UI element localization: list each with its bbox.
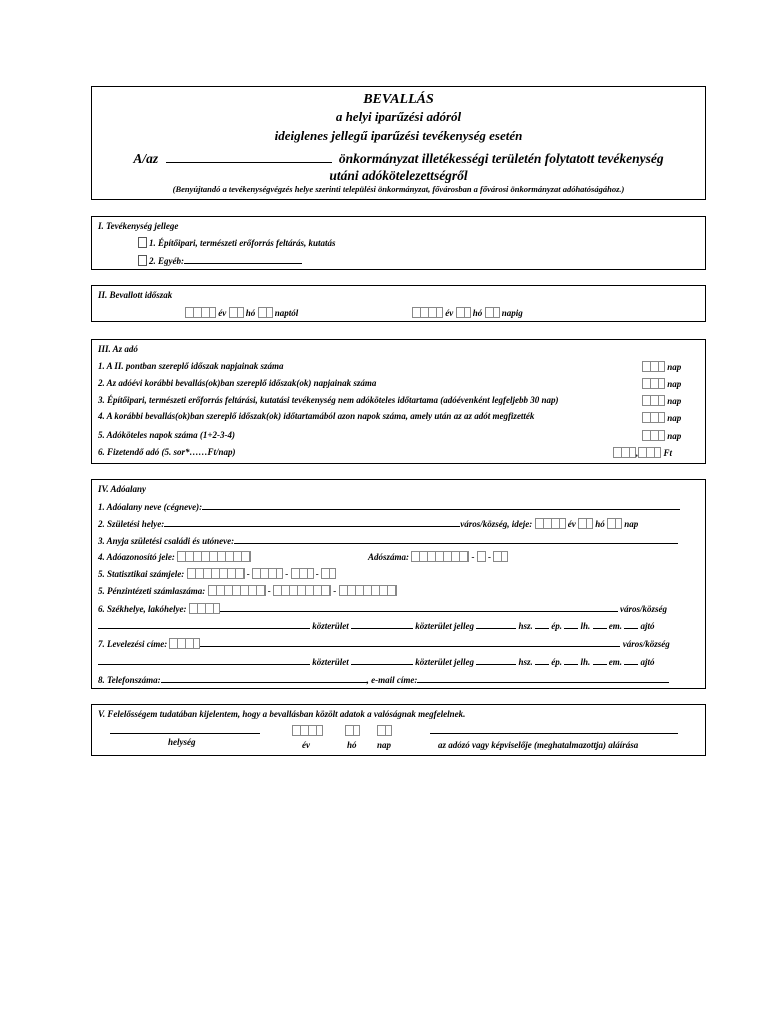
tax-id-label: 4. Adóazonosító jele: (98, 552, 175, 562)
seat-lh-label: lh. (580, 621, 591, 631)
mail-row (98, 637, 670, 650)
activity-other-field[interactable] (184, 254, 302, 264)
mother-row (98, 534, 678, 547)
bank-dash-2: - (333, 586, 337, 596)
form-subtitle-3 (92, 151, 705, 167)
tax-row-5-unit: nap (667, 431, 682, 441)
tax-row-6: 6. Fizetendő adó (5. sor*……Ft/nap) (98, 447, 236, 457)
stat-part-3[interactable] (291, 568, 314, 579)
taxpayer-name-row (98, 500, 680, 513)
header-box (91, 86, 706, 200)
taxpayer-name-label: 1. Adóalany neve (cégneve): (98, 502, 203, 512)
seat-address-row (98, 619, 655, 632)
birth-day[interactable] (607, 518, 622, 529)
tax-number-part-3[interactable] (493, 551, 508, 562)
place-label: helység (168, 737, 196, 747)
period-from-month[interactable] (229, 307, 244, 318)
period-to-month[interactable] (456, 307, 471, 318)
sign-year (292, 725, 323, 737)
bank-part-2[interactable] (273, 585, 331, 596)
bank-part-3[interactable] (339, 585, 397, 596)
stat-part-1[interactable] (187, 568, 245, 579)
seat-hsz-field[interactable] (535, 619, 549, 629)
tax-row-3-input[interactable] (642, 395, 665, 406)
tax-number-row (368, 551, 508, 563)
mother-label: 3. Anyja születési családi és utóneve: (98, 536, 235, 546)
period-to-day[interactable] (485, 307, 500, 318)
period-from-month-label: hó (245, 308, 256, 318)
period-from-day[interactable] (258, 307, 273, 318)
stat-dash-3: - (315, 569, 319, 579)
mother-field[interactable] (234, 534, 678, 544)
tax-row-1-value (642, 361, 681, 373)
seat-lh-field[interactable] (593, 619, 607, 629)
tax-number-part-2[interactable] (477, 551, 486, 562)
seat-label: 6. Székhelye, lakóhelye: (98, 604, 187, 614)
birth-month-label: hó (595, 519, 605, 529)
tax-row-4-unit: nap (667, 413, 682, 423)
seat-hsz-label: hsz. (518, 621, 533, 631)
phone-label: 8. Telefonszáma: (98, 675, 161, 685)
birth-day-label: nap (624, 519, 639, 529)
mail-ajto-label: ajtó (640, 657, 655, 667)
tax-row-1-input[interactable] (642, 361, 665, 372)
contact-row (98, 673, 669, 686)
email-field[interactable] (417, 673, 669, 683)
tax-row-6-comma: , (636, 448, 639, 458)
tax-row-5: 5. Adóköteles napok száma (1+2-3-4) (98, 430, 236, 440)
form-subtitle-4: utáni adókötelezettségről (329, 168, 468, 183)
stat-dash-2: - (285, 569, 289, 579)
tax-row-2-input[interactable] (642, 378, 665, 389)
municipality-field[interactable] (166, 153, 332, 163)
period-from (185, 307, 298, 319)
mail-em-label: em. (608, 657, 623, 667)
mail-hsz-label: hsz. (518, 657, 533, 667)
seat-ep-label: ép. (551, 621, 563, 631)
seat-street-field[interactable] (98, 619, 310, 629)
seat-city-field[interactable] (220, 602, 618, 612)
form-subtitle-2: ideiglenes jellegű iparűzési tevékenység esetén (274, 128, 523, 143)
mail-city-field[interactable] (200, 637, 620, 647)
place-field[interactable] (110, 724, 260, 734)
form-subtitle-1: a helyi iparűzési adóról (335, 109, 462, 124)
tax-row-6-value (613, 447, 672, 459)
section-period-title: II. Bevallott időszak (98, 290, 173, 300)
section-tax (91, 339, 706, 464)
activity-option-1-label: 1. Építőipari, természeti erőforrás feltárás, kutatás (149, 238, 336, 248)
tax-row-2-value (642, 378, 681, 390)
signature-label: az adózó vagy képviselője (meghatalmazottja) aláírása (438, 740, 639, 750)
mail-city-label: város/község (622, 639, 670, 649)
tax-id-input[interactable] (177, 551, 251, 562)
section-tax-title: III. Az adó (98, 344, 138, 354)
sign-year-input[interactable] (292, 725, 323, 736)
seat-street-type-label: közterület jelleg (415, 621, 475, 631)
mail-postcode[interactable] (169, 638, 200, 649)
period-from-day-label: naptól (274, 308, 299, 318)
tax-row-5-input[interactable] (642, 430, 665, 441)
sign-day-input[interactable] (377, 725, 392, 736)
period-to (412, 307, 523, 319)
stat-part-4[interactable] (321, 568, 336, 579)
tax-row-6-unit: Ft (663, 448, 673, 458)
period-to-year[interactable] (412, 307, 443, 318)
section-activity (91, 216, 706, 270)
section-taxpayer-title: IV. Adóalany (98, 484, 147, 494)
bank-part-1[interactable] (208, 585, 266, 596)
sign-day-label: nap (377, 740, 392, 750)
tax-row-5-value (642, 430, 681, 442)
seat-em-label: em. (608, 621, 623, 631)
period-to-year-label: év (445, 308, 454, 318)
activity-option-2-checkbox[interactable] (138, 255, 147, 266)
municipality-prefix: A/az (133, 151, 159, 166)
birth-place-label: 2. Születési helye: (98, 519, 165, 529)
mail-number-field[interactable] (476, 655, 516, 665)
mail-street-type-field[interactable] (351, 655, 413, 665)
seat-city-label: város/község (619, 604, 667, 614)
section-declaration (91, 704, 706, 756)
tax-number-dash-1: - (471, 552, 475, 562)
mail-lh-label: lh. (580, 657, 591, 667)
mail-street-field[interactable] (98, 655, 310, 665)
tax-row-2-unit: nap (667, 379, 682, 389)
seat-em-field[interactable] (624, 619, 638, 629)
mail-ep-label: ép. (551, 657, 563, 667)
tax-row-2: 2. Az adóévi korábbi bevallás(ok)ban szereplő időszak(ok) napjainak száma (98, 378, 377, 388)
mail-address-row (98, 655, 655, 668)
birth-row (98, 517, 638, 530)
tax-id-row (98, 551, 251, 563)
sign-day (377, 725, 392, 737)
taxpayer-name-field[interactable] (202, 500, 680, 510)
email-label: , e-mail címe: (366, 675, 418, 685)
seat-row (98, 602, 667, 615)
birth-year-label: év (567, 519, 576, 529)
activity-option-1 (138, 237, 336, 249)
seat-street-label: közterület (312, 621, 349, 631)
tax-row-3-unit: nap (667, 396, 682, 406)
tax-row-6-input-dec[interactable] (638, 447, 661, 458)
form-note: (Benyújtandó a tevékenységvégzés helye szerinti települési önkormányzat, fővárosban a fővárosi önkormányzat adóhatóságához.) (172, 184, 625, 194)
tax-row-3-value (642, 395, 681, 407)
tax-row-4-input[interactable] (642, 412, 665, 423)
section-activity-title: I. Tevékenység jellege (98, 221, 179, 231)
birth-year[interactable] (535, 518, 566, 529)
birth-date-label: város/község, ideje: (460, 519, 533, 529)
sign-month-input[interactable] (345, 725, 360, 736)
sign-year-label: év (302, 740, 310, 750)
signature-field[interactable] (430, 724, 678, 734)
declaration-text: V. Felelősségem tudatában kijelentem, hogy a bevallásban közölt adatok a valóságnak megfelelnek. (98, 709, 466, 719)
stat-row (98, 568, 336, 580)
seat-number-field[interactable] (476, 619, 516, 629)
mail-ep-field[interactable] (564, 655, 578, 665)
section-taxpayer (91, 479, 706, 689)
stat-label: 5. Statisztikai számjele: (98, 569, 185, 579)
tax-row-6-input-int[interactable] (613, 447, 639, 458)
municipality-suffix: önkormányzat illetékességi területén folytatott tevékenység (338, 151, 664, 166)
mail-street-type-label: közterület jelleg (415, 657, 475, 667)
tax-number-part-1[interactable] (411, 551, 469, 562)
tax-number-dash-2: - (488, 552, 492, 562)
tax-number-label: Adószáma: (368, 552, 410, 562)
mail-em-field[interactable] (624, 655, 638, 665)
bank-row (98, 585, 397, 597)
seat-postcode[interactable] (189, 603, 220, 614)
period-to-month-label: hó (472, 308, 483, 318)
mail-hsz-field[interactable] (535, 655, 549, 665)
form-title: BEVALLÁS (363, 92, 434, 107)
section-period (91, 285, 706, 322)
sign-month (345, 725, 360, 737)
tax-row-4: 4. A korábbi bevallás(ok)ban szereplő időszak(ok) időtartamából azon napok száma, amely után az az adót megfizették (98, 411, 535, 421)
mail-label: 7. Levelezési címe: (98, 639, 168, 649)
bank-dash-1: - (267, 586, 271, 596)
sign-month-label: hó (347, 740, 357, 750)
period-from-year-label: év (218, 308, 227, 318)
mail-lh-field[interactable] (593, 655, 607, 665)
stat-part-2[interactable] (252, 568, 283, 579)
seat-street-type-field[interactable] (351, 619, 413, 629)
period-to-day-label: napig (501, 308, 523, 318)
phone-field[interactable] (161, 673, 367, 683)
period-from-year[interactable] (185, 307, 216, 318)
tax-row-1-unit: nap (667, 362, 682, 372)
activity-option-2 (138, 254, 302, 267)
mail-street-label: közterület (312, 657, 349, 667)
tax-row-4-value (642, 412, 681, 424)
tax-row-3: 3. Építőipari, természeti erőforrás feltárási, kutatási tevékenység nem adóköteles időtartama (adóévenként legfeljebb 30 nap) (98, 395, 559, 405)
activity-option-1-checkbox[interactable] (138, 237, 147, 248)
seat-ajto-label: ajtó (640, 621, 655, 631)
birth-place-field[interactable] (164, 517, 460, 527)
bank-label: 5. Pénzintézeti számlaszáma: (98, 586, 206, 596)
tax-row-1: 1. A II. pontban szereplő időszak napjainak száma (98, 361, 284, 371)
seat-ep-field[interactable] (564, 619, 578, 629)
stat-dash-1: - (246, 569, 250, 579)
birth-month[interactable] (578, 518, 593, 529)
activity-option-2-label: 2. Egyéb: (149, 256, 184, 266)
